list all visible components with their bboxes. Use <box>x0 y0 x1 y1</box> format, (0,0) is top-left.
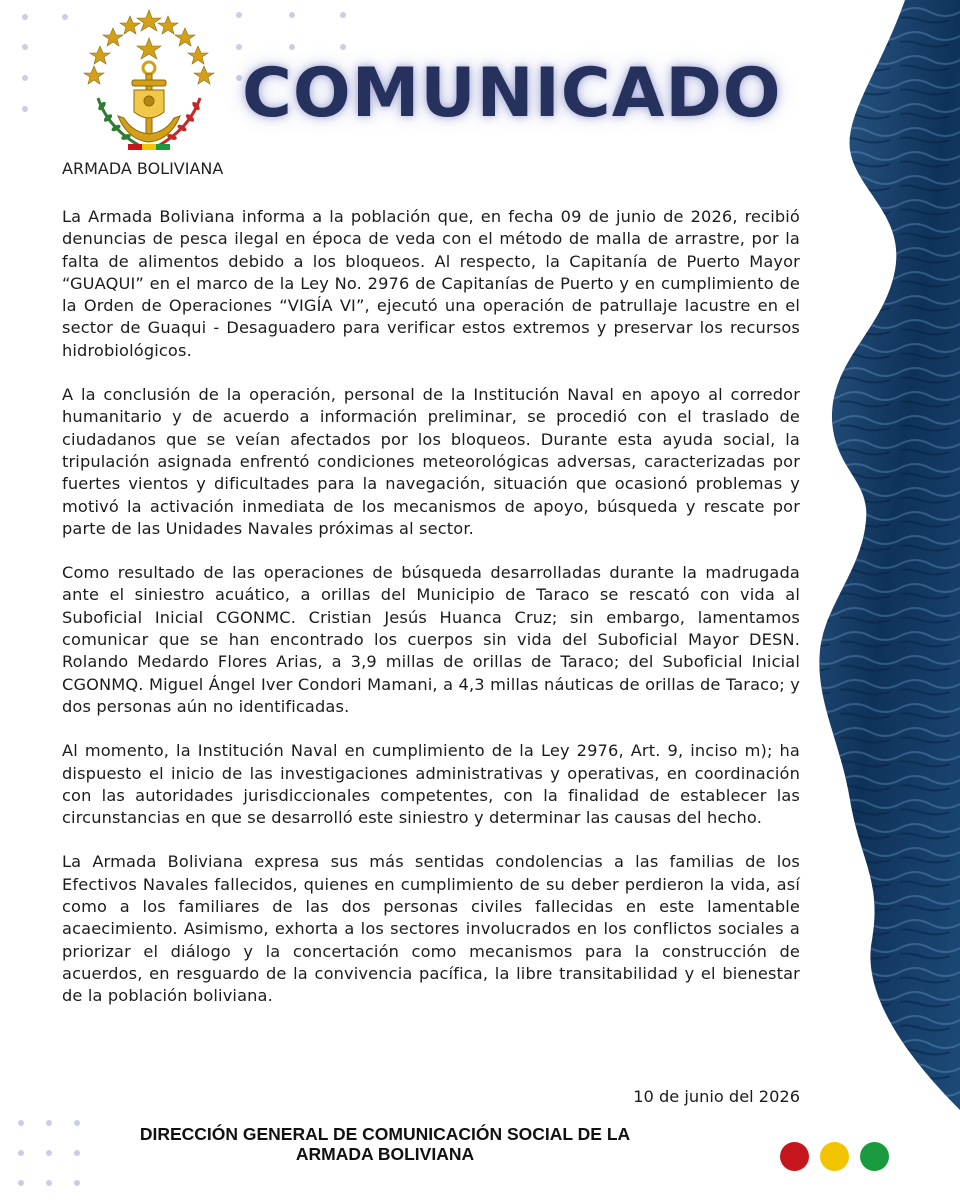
flag-yellow-dot <box>820 1142 849 1171</box>
communique-body <box>62 206 800 1030</box>
footer-signature <box>100 1124 670 1164</box>
communique-date: 10 de junio del 2026 <box>633 1087 800 1106</box>
page-title: COMUNICADO <box>242 54 782 133</box>
flag-green-dot <box>860 1142 889 1171</box>
paragraph: Al momento, la Institución Naval en cumplimiento de la Ley 2976, Art. 9, inciso m); ha dispuesto el inicio de las investigaciones administrativas y operativas, en coordinación con las autoridades jurisdiccionales competentes, con la finalidad de establecer las circunstancias en que se desarrolló este siniestro y determinar las causas del hecho. <box>62 741 800 828</box>
footer-line: DIRECCIÓN GENERAL DE COMUNICACIÓN SOCIAL DE LA <box>139 1124 631 1144</box>
organization-name: ARMADA BOLIVIANA <box>62 159 224 178</box>
paragraph: Como resultado de las operaciones de búsqueda desarrolladas durante la madrugada ante el siniestro acuático, a orillas del Municipio de Taraco se rescató con vida al Suboficial Inicial CGONMC. Cristian Jesús Huanca Cruz; sin embargo, lamentamos comunicar que se han encontrado los cuerpos sin vida del Suboficial Mayor DESN. Rolando Medardo Flores Arias, a 3,9 millas de orillas de Taraco; del Suboficial Inicial CGONMQ. Miguel Ángel Iver Condori Mamani, a 4,3 millas náuticas de orillas de Taraco; y dos personas aún no identificadas. <box>62 563 800 716</box>
paragraph: La Armada Boliviana expresa sus más sentidas condolencias a las familias de los Efectivos Navales fallecidos, quienes en cumplimiento de su deber perdieron la vida, así como a los familiares de las dos personas civiles fallecidas en este lamentable acaecimiento. Asimismo, exhorta a los sectores involucrados en los conflictos sociales a priorizar el diálogo y la concertación como mecanismos para la construcción de acuerdos, en resguardo de la convivencia pacífica, la libre transitabilidad y el bienestar de la población boliviana. <box>62 852 800 1006</box>
flag-red-dot <box>780 1142 809 1171</box>
paragraph: A la conclusión de la operación, personal de la Institución Naval en apoyo al corredor humanitario y de acuerdo a información preliminar, se procedió con el traslado de ciudadanos que se veían afectados por los bloqueos. Durante esta ayuda social, la tripulación asignada enfrentó condiciones meteorológicas adversas, caracterizadas por fuertes vientos y dificultades para la navegación, situación que ocasionó problemas y motivó la activación inmediata de los mecanismos de apoyo, búsqueda y rescate por parte de las Unidades Navales próximas al sector. <box>62 385 800 538</box>
naval-anchor-emblem-icon <box>78 8 220 158</box>
paragraph: La Armada Boliviana informa a la población que, en fecha 09 de junio de 2026, recibió denuncias de pesca ilegal en época de veda con el método de malla de arrastre, por la falta de alimentos debido a los bloqueos. Al respecto, la Capitanía de Puerto Mayor “GUAQUI” en el marco de la Ley No. 2976 de Capitanías de Puerto y en cumplimiento de la Orden de Operaciones “VIGÍA VI”, ejecutó una operación de patrullaje lacustre en el sector de Guaqui - Desaguadero para verificar estos extremos y preservar los recursos hidrobiológicos. <box>62 207 800 360</box>
footer-line: ARMADA BOLIVIANA <box>295 1144 475 1164</box>
